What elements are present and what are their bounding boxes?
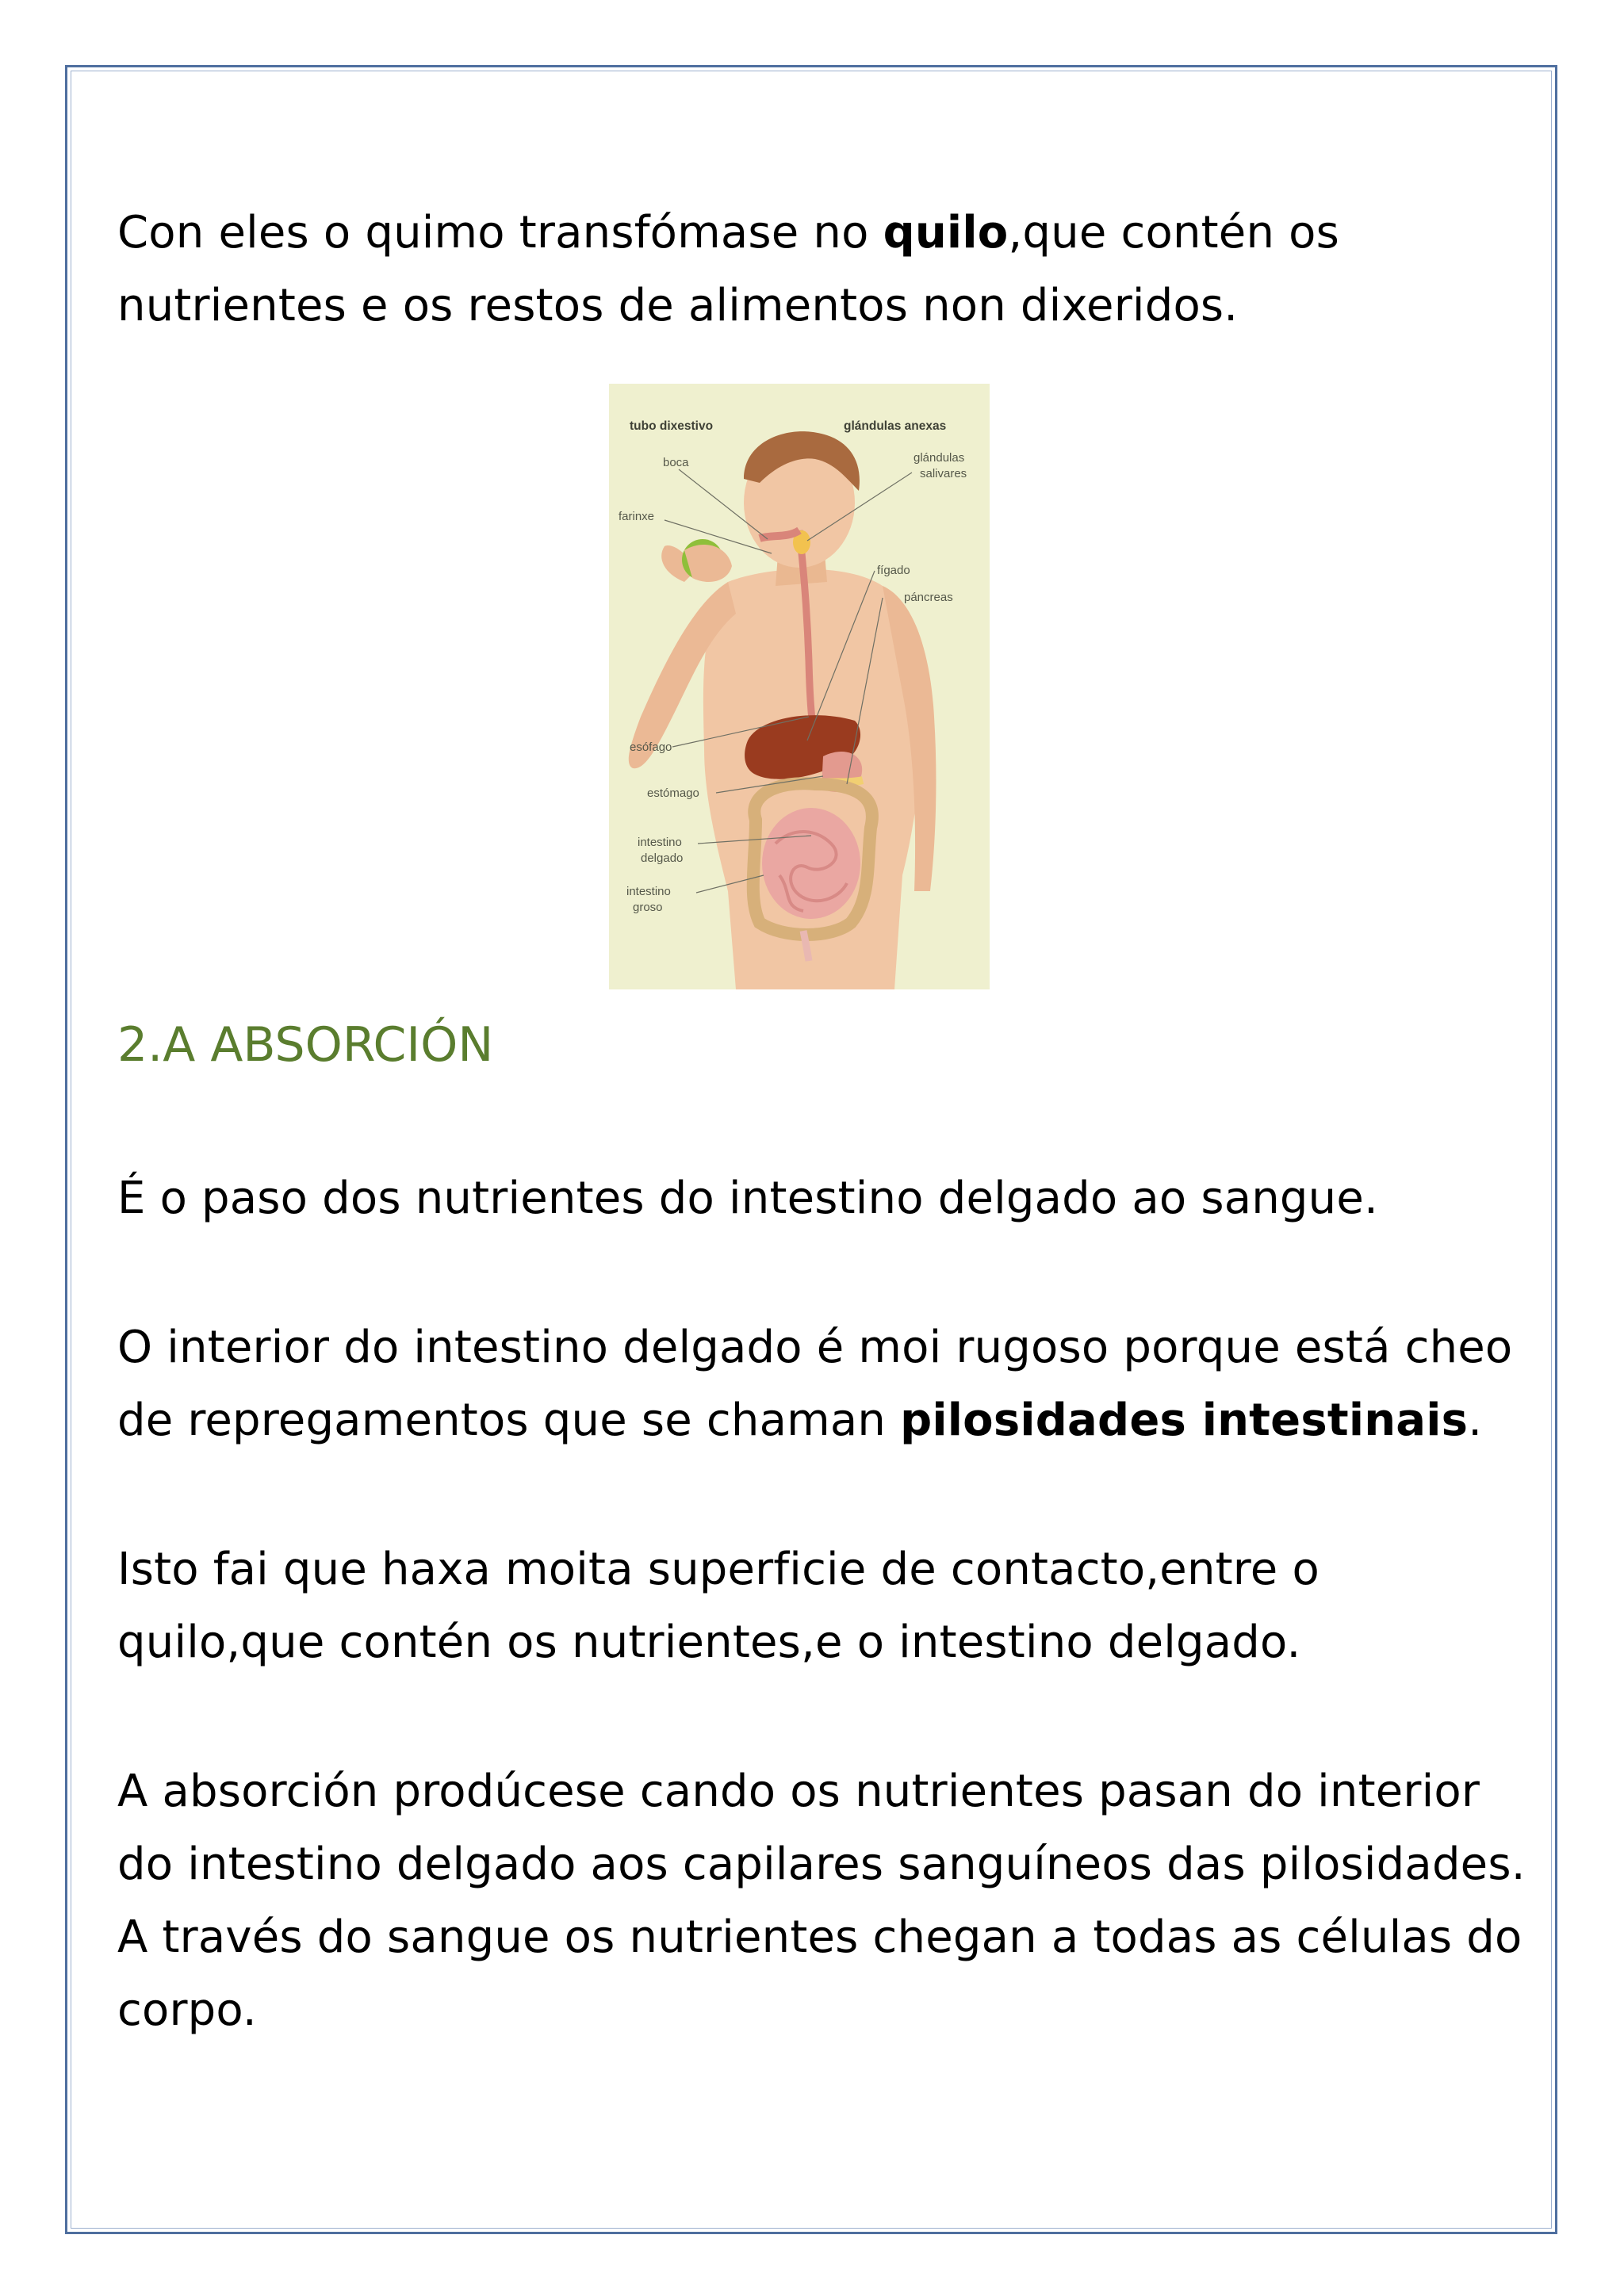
- paragraph-text: ,que contén os nutrientes e os restos de alimentos non dixeridos.: [117, 207, 1339, 331]
- label-estomago: estómago: [647, 786, 699, 800]
- paragraph-superficie: Isto fai que haxa moita superficie de contacto,entre o quilo,que contén os nutrientes,e o intestino delgado.: [117, 1544, 1320, 1668]
- digestive-system-illustration: [609, 384, 990, 989]
- label-esofago: esófago: [630, 740, 672, 754]
- paragraph-text: .: [1468, 1395, 1483, 1446]
- bold-term-quilo: quilo: [883, 207, 1009, 258]
- paragraph-text: O interior do intestino delgado é moi rugoso porque está cheo de repregamentos que se chaman: [117, 1322, 1513, 1446]
- label-intestino-groso-1: intestino: [626, 885, 671, 898]
- section-heading: 2.A ABSORCIÓN: [117, 1017, 494, 1073]
- paragraph-text: Con eles o quimo transfómase no: [117, 207, 883, 258]
- paragraph-pilosidades: [117, 1311, 1529, 1457]
- label-intestino-groso-2: groso: [633, 901, 663, 914]
- label-boca: boca: [663, 456, 689, 469]
- bold-term-pilosidades: pilosidades intestinais: [900, 1395, 1469, 1446]
- label-glandulas-2: salivares: [920, 467, 967, 480]
- figure-title-left: tubo dixestivo: [630, 419, 714, 433]
- label-intestino-delgado-1: intestino: [638, 836, 682, 849]
- label-farinxe: farinxe: [619, 510, 655, 523]
- paragraph-absorcion: A absorción prodúcese cando os nutrientes pasan do interior do intestino delgado aos capilares sanguíneos das pilosidades. A través do sangue os nutrientes chegan a todas as células do corpo.: [117, 1766, 1526, 2036]
- figure-title-right: glándulas anexas: [844, 419, 947, 433]
- label-intestino-delgado-2: delgado: [641, 851, 684, 865]
- paragraph-definition: É o paso dos nutrientes do intestino delgado ao sangue.: [117, 1173, 1378, 1224]
- label-pancreas: páncreas: [904, 591, 953, 604]
- label-figado: fígado: [877, 564, 910, 577]
- paragraph-quilo: [117, 197, 1529, 342]
- digestive-system-figure: [609, 384, 990, 989]
- label-glandulas-1: glándulas: [914, 451, 965, 465]
